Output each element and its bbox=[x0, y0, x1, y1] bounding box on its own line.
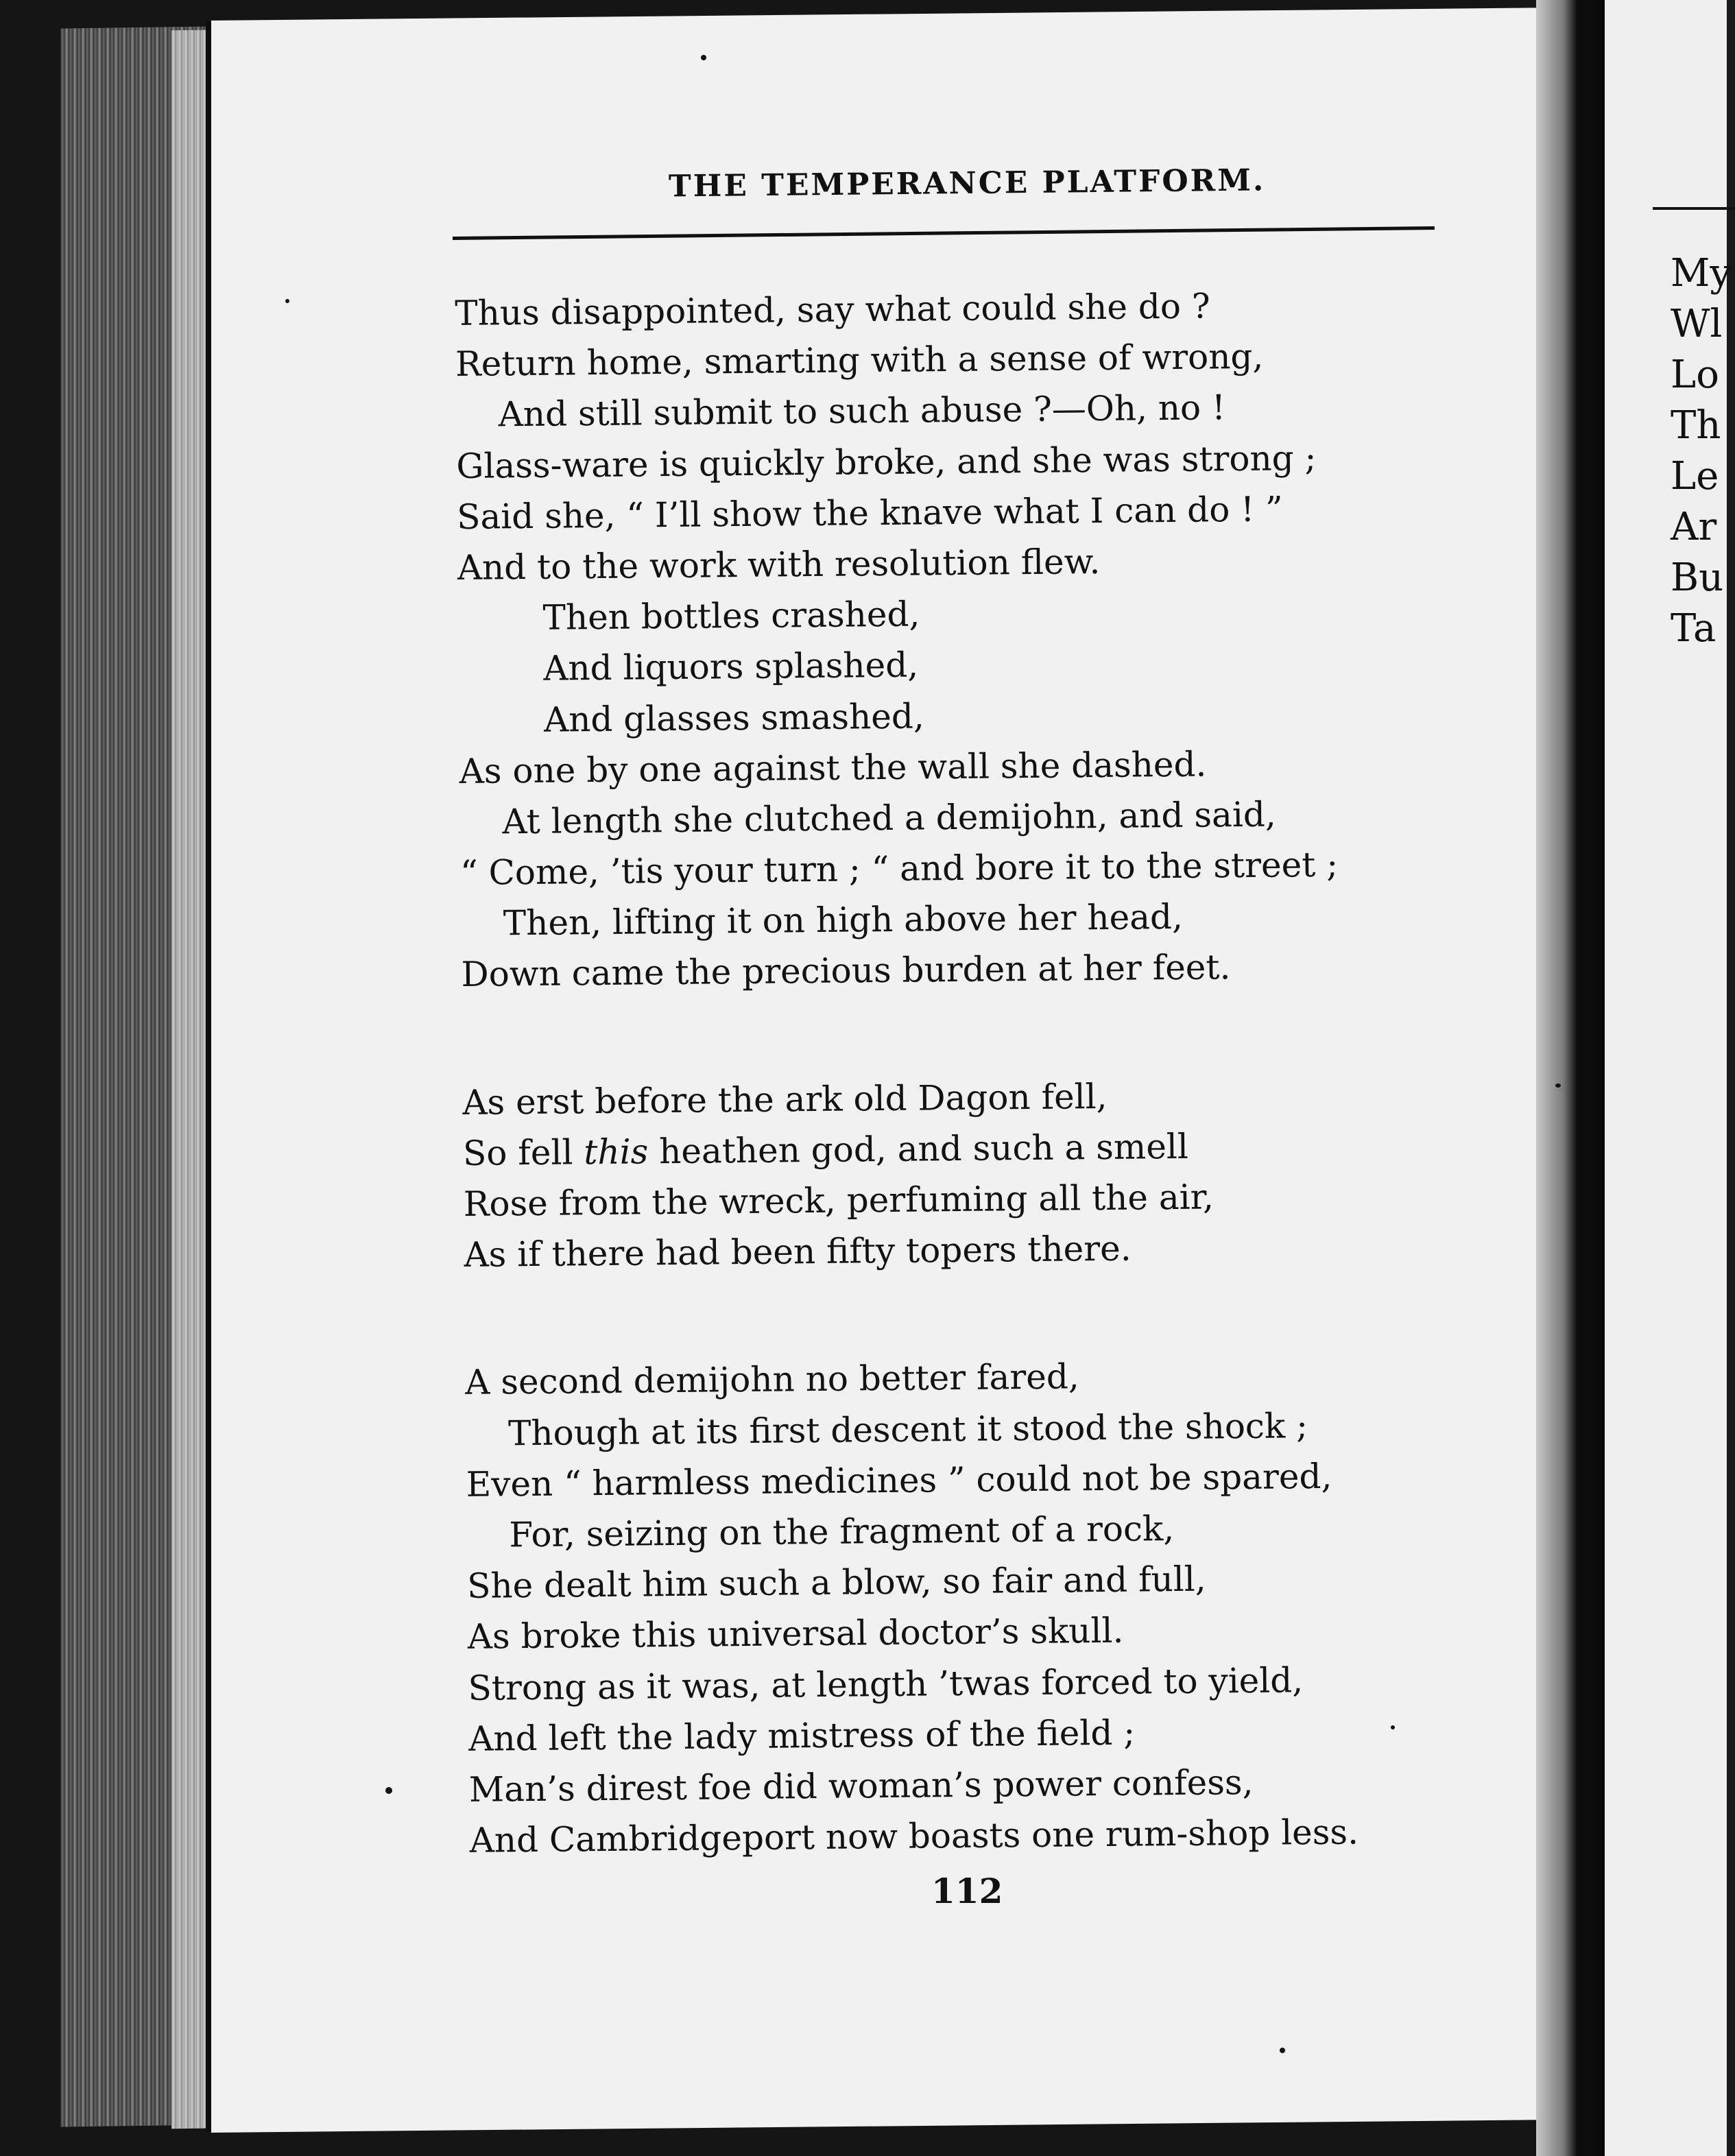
facing-line-fragment: Le bbox=[1671, 454, 1719, 499]
stanza-3 bbox=[465, 1348, 1430, 1866]
poem-line: And liquors splashed, bbox=[543, 645, 919, 689]
facing-line-fragment: My bbox=[1671, 251, 1732, 296]
poem-line: Rose from the wreck, perfuming all the air, bbox=[463, 1177, 1214, 1224]
poem-line: Thus disappointed, say what could she do ? bbox=[455, 286, 1210, 333]
poem-line: Down came the precious burden at her feet. bbox=[461, 947, 1231, 995]
stanza-break bbox=[464, 1271, 1425, 1357]
facing-page bbox=[1598, 0, 1732, 2156]
ink-speck bbox=[385, 1787, 392, 1794]
poem-line: And glasses smashed, bbox=[543, 695, 925, 740]
poem-line: For, seizing on the fragment of a rock, bbox=[509, 1508, 1175, 1555]
poem-line: Said she, “ I’ll show the knave what I can do ! ” bbox=[456, 489, 1283, 537]
poem-line: Though at its first descent it stood the shock ; bbox=[507, 1405, 1308, 1453]
stanza-2 bbox=[462, 1068, 1424, 1280]
poem-line: Then, lifting it on high above her head, bbox=[503, 897, 1184, 944]
ink-speck bbox=[701, 55, 706, 60]
poem-line: And left the lady mistress of the field ; bbox=[468, 1712, 1136, 1759]
facing-line-fragment: Bu bbox=[1671, 555, 1724, 600]
poem-line: And still submit to such abuse ?—Oh, no ! bbox=[498, 387, 1226, 435]
facing-line-fragment: Th bbox=[1671, 403, 1721, 448]
poem-line: As erst before the ark old Dagon fell, bbox=[462, 1076, 1108, 1123]
facing-line-fragment: Lo bbox=[1671, 352, 1719, 397]
poem-line: As one by one against the wall she dashed. bbox=[459, 744, 1207, 791]
poem-line: Glass-ware is quickly broke, and she was strong ; bbox=[456, 438, 1317, 486]
facing-line-fragment: Wl bbox=[1671, 302, 1723, 346]
poem-line: A second demijohn no better fared, bbox=[465, 1356, 1079, 1403]
ink-speck bbox=[285, 299, 289, 303]
poem-line: Strong as it was, at length ’twas forced to yield, bbox=[468, 1660, 1304, 1708]
poem-line: At length she clutched a demijohn, and said, bbox=[502, 794, 1276, 842]
facing-line-fragment: Ta bbox=[1671, 606, 1716, 651]
facing-header-rule bbox=[1653, 207, 1735, 210]
facing-line-fragment: Ar bbox=[1671, 505, 1717, 549]
poem-line: “ Come, ’tis your turn ; “ and bore it to the street ; bbox=[459, 844, 1339, 894]
book-gutter bbox=[1536, 0, 1605, 2156]
ink-speck bbox=[1555, 1083, 1561, 1088]
running-head: THE TEMPERANCE PLATFORM. bbox=[668, 163, 1266, 204]
poem-line: As broke this universal doctor’s skull. bbox=[467, 1611, 1124, 1657]
stanza-break bbox=[462, 991, 1422, 1077]
poem-line: And Cambridgeport now boasts one rum-shop less. bbox=[469, 1812, 1359, 1860]
poem-line: Man’s direst foe did woman’s power confess, bbox=[468, 1762, 1254, 1810]
poem-line: And to the work with resolution flew. bbox=[457, 541, 1101, 588]
ink-speck bbox=[1391, 1725, 1395, 1729]
page-number: 112 bbox=[931, 1871, 1003, 1911]
poem-text bbox=[455, 279, 1430, 1867]
poem-line-part: heathen god, and such a smell bbox=[648, 1126, 1189, 1172]
italic-word: this bbox=[584, 1131, 649, 1173]
poem-line: Return home, smarting with a sense of wrong, bbox=[455, 336, 1264, 385]
facing-page-text bbox=[1671, 248, 1732, 654]
poem-line: Even “ harmless medicines ” could not be spared, bbox=[466, 1456, 1332, 1505]
poem-line: As if there had been fifty topers there. bbox=[464, 1228, 1132, 1275]
ink-speck bbox=[1280, 2048, 1285, 2053]
stanza-1 bbox=[455, 279, 1422, 1001]
poem-line bbox=[463, 1118, 1424, 1179]
page-edges-light bbox=[171, 30, 206, 2129]
poem-line: She dealt him such a blow, so fair and full, bbox=[466, 1559, 1206, 1607]
poem-line-part: So fell bbox=[462, 1132, 584, 1173]
poem-line: Then bottles crashed, bbox=[542, 594, 920, 638]
